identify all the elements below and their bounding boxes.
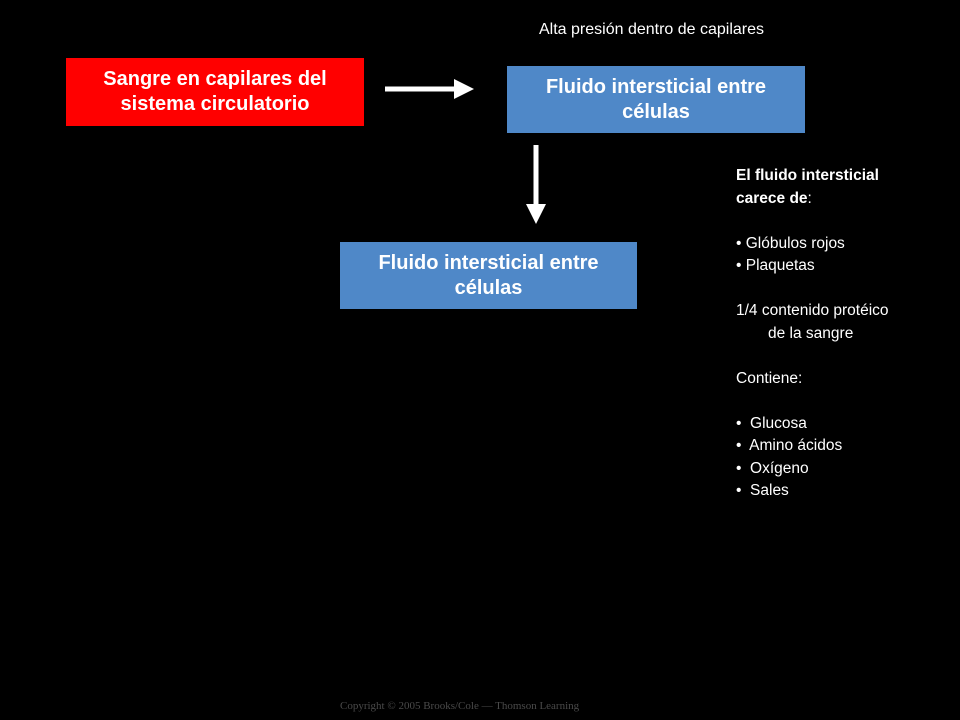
arrow-down-icon (526, 145, 546, 224)
notes-heading-colon: : (807, 189, 812, 207)
copyright-notice: Copyright © 2005 Brooks/Cole — Thomson Learning (340, 700, 580, 712)
lacks-item: • Plaquetas (736, 257, 815, 274)
side-notes (736, 165, 889, 503)
contains-item: • Glucosa (736, 414, 807, 432)
notes-heading-line1: El fluido intersticial (736, 167, 879, 184)
contains-item: • Sales (736, 482, 789, 499)
lacks-item: • Glóbulos rojos (736, 234, 845, 252)
spacer (736, 390, 889, 413)
protein-note-line1: 1/4 contenido protéico (736, 302, 889, 319)
notes-heading-line2 (736, 188, 889, 211)
contains-label: Contiene: (736, 369, 803, 387)
notes-heading-lacks: carece de (736, 189, 808, 207)
spacer (736, 210, 889, 233)
interstitial-fluid-label-bottom: Fluido intersticial entre células (378, 251, 599, 299)
high-pressure-note: Alta presión dentro de capilares (539, 21, 765, 38)
spacer (736, 345, 889, 368)
blood-capillaries-label: Sangre en capilares del sistema circulatorio (103, 68, 327, 115)
contains-item: • Amino ácidos (736, 437, 843, 454)
spacer (736, 278, 889, 301)
interstitial-fluid-label-top: Fluido intersticial entre células (545, 75, 767, 123)
contains-item: • Oxígeno (736, 459, 809, 477)
arrow-right-icon (385, 79, 474, 99)
protein-note-line2: de la sangre (768, 324, 854, 342)
